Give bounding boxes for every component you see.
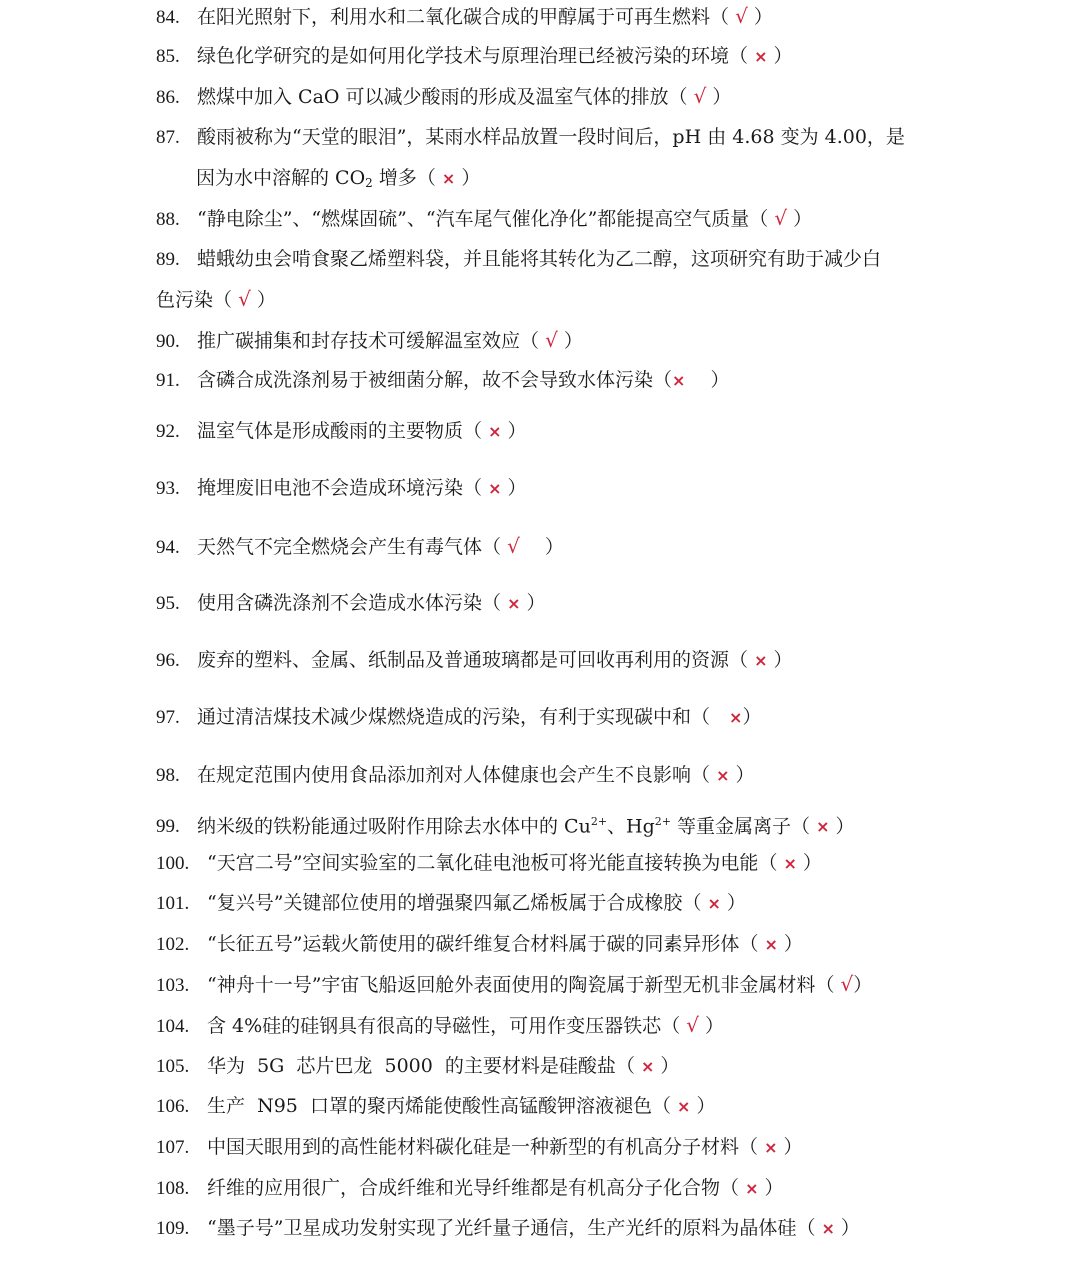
answer-mark: √: [507, 534, 520, 558]
question-text: 、Hg: [607, 815, 655, 838]
question-number: 100.: [156, 853, 190, 874]
question-105: 105. 华为 5G 芯片巴龙 5000 的主要材料是硅酸盐（ × ）: [156, 1046, 1040, 1087]
question-number: 85.: [156, 46, 180, 67]
question-text: 酸雨被称为“天堂的眼泪”，某雨水样品放置一段时间后，pH 由 4.68 变为 4.00，是: [197, 126, 905, 148]
question-text: 华为 5G 芯片巴龙 5000 的主要材料是硅酸盐: [207, 1055, 616, 1077]
question-text-cont: 因为水中溶解的 CO: [196, 167, 366, 189]
question-91: 91. 含磷合成洗涤剂易于被细菌分解，故不会导致水体污染（× ）: [156, 360, 1040, 401]
question-94: 94. 天然气不完全燃烧会产生有毒气体（ √ ）: [156, 526, 1040, 568]
question-93: 93. 掩埋废旧电池不会造成环境污染（ × ）: [156, 468, 1040, 509]
question-number: 102.: [156, 934, 190, 955]
answer-mark: √: [686, 1013, 699, 1037]
question-text: 绿色化学研究的是如何用化学技术与原理治理已经被污染的环境: [197, 45, 730, 67]
question-number: 107.: [156, 1137, 190, 1158]
question-text: 使用含磷洗涤剂不会造成水体污染: [197, 592, 483, 614]
question-text: “墨子号”卫星成功发射实现了光纤量子通信，生产光纤的原料为晶体硅: [207, 1217, 797, 1239]
question-85: 85. 绿色化学研究的是如何用化学技术与原理治理已经被污染的环境（ × ）: [156, 36, 1040, 77]
question-100: 100. “天宫二号”空间实验室的二氧化硅电池板可将光能直接转换为电能（ × ）: [156, 843, 1040, 884]
question-87: [156, 117, 1040, 158]
question-number: 87.: [156, 127, 180, 148]
question-number: 109.: [156, 1218, 190, 1239]
question-text: “神舟十一号”宇宙飞船返回舱外表面使用的陶瓷属于新型无机非金属材料: [207, 974, 816, 996]
question-number: 92.: [156, 421, 180, 442]
question-text: 纳米级的铁粉能通过吸附作用除去水体中的 Cu: [197, 815, 591, 838]
question-95: 95. 使用含磷洗涤剂不会造成水体污染（ × ）: [156, 583, 1040, 624]
question-text: “复兴号”关键部位使用的增强聚四氟乙烯板属于合成橡胶: [207, 892, 683, 914]
question-text: 通过清洁煤技术减少煤燃烧造成的污染，有利于实现碳中和: [197, 706, 692, 728]
question-number: 84.: [156, 7, 180, 28]
superscript: 2+: [654, 815, 671, 828]
question-101: 101. “复兴号”关键部位使用的增强聚四氟乙烯板属于合成橡胶（ × ）: [156, 883, 1040, 924]
answer-mark: ×: [816, 817, 830, 837]
answer-mark: ×: [507, 594, 521, 613]
answer-mark: ×: [488, 422, 502, 441]
answer-mark: ×: [672, 371, 686, 390]
question-number: 103.: [156, 975, 190, 996]
question-number: 95.: [156, 593, 180, 614]
question-89: [156, 239, 1040, 280]
answer-mark: ×: [640, 1057, 655, 1076]
question-89-continuation: 色污染（ √ ）: [156, 279, 276, 320]
question-text: 等重金属离子: [671, 815, 792, 838]
answer-mark: ×: [754, 47, 768, 66]
question-number: 98.: [156, 765, 180, 786]
answer-mark: ×: [754, 651, 768, 670]
question-text: 燃煤中加入 CaO 可以减少酸雨的形成及温室气体的排放: [197, 86, 669, 108]
subscript: 2: [365, 176, 373, 190]
answer-mark: ×: [488, 479, 502, 498]
question-text-cont: 色污染: [156, 289, 214, 311]
question-text: 掩埋废旧电池不会造成环境污染: [197, 477, 464, 499]
question-84: 84. 在阳光照射下，利用水和二氧化碳合成的甲醇属于可再生燃料（ √ ）: [156, 0, 1040, 38]
question-text: 天然气不完全燃烧会产生有毒气体: [197, 536, 483, 558]
answer-mark: ×: [745, 1179, 759, 1198]
question-text: 温室气体是形成酸雨的主要物质: [197, 420, 464, 442]
question-text: 推广碳捕集和封存技术可缓解温室效应: [197, 330, 521, 352]
question-text: “天宫二号”空间实验室的二氧化硅电池板可将光能直接转换为电能: [207, 852, 759, 874]
question-text: 生产 N95 口罩的聚丙烯能使酸性高锰酸钾溶液褪色: [207, 1095, 652, 1117]
question-text: 蜡蛾幼虫会啃食聚乙烯塑料袋，并且能将其转化为乙二醇，这项研究有助于减少白: [197, 248, 882, 270]
question-text-cont: 增多: [372, 167, 417, 189]
question-102: 102. “长征五号”运载火箭使用的碳纤维复合材料属于碳的同素异形体（ × ）: [156, 924, 1040, 965]
answer-mark: ×: [441, 169, 456, 188]
question-number: 105.: [156, 1056, 190, 1077]
question-text: “长征五号”运载火箭使用的碳纤维复合材料属于碳的同素异形体: [207, 933, 740, 955]
question-number: 104.: [156, 1016, 190, 1037]
question-number: 93.: [156, 478, 180, 499]
question-text: “静电除尘”、“燃煤固硫”、“汽车尾气催化净化”都能提高空气质量: [197, 208, 750, 230]
question-90: 90. 推广碳捕集和封存技术可缓解温室效应（ √ ）: [156, 320, 1040, 362]
answer-mark: ×: [677, 1097, 691, 1116]
answer-mark: ×: [764, 1138, 778, 1157]
answer-mark: √: [735, 4, 748, 28]
question-text: 中国天眼用到的高性能材料碳化硅是一种新型的有机高分子材料: [207, 1136, 740, 1158]
question-87-continuation: 因为水中溶解的 $CO_2$ 增多（ × ）: [196, 158, 480, 203]
question-number: 99.: [156, 816, 180, 838]
answer-mark: √: [545, 328, 558, 352]
question-98: 98. 在规定范围内使用食品添加剂对人体健康也会产生不良影响（ × ）: [156, 755, 1040, 796]
question-106: 106. 生产 N95 口罩的聚丙烯能使酸性高锰酸钾溶液褪色（ × ）: [156, 1086, 1040, 1127]
question-107: 107. 中国天眼用到的高性能材料碳化硅是一种新型的有机高分子材料（ × ）: [156, 1127, 1040, 1168]
answer-mark: ×: [783, 854, 797, 873]
question-92: 92. 温室气体是形成酸雨的主要物质（ × ）: [156, 411, 1040, 452]
question-number: 89.: [156, 249, 180, 270]
question-number: 94.: [156, 537, 180, 558]
question-number: 88.: [156, 209, 180, 230]
question-number: 90.: [156, 331, 180, 352]
question-text: 纤维的应用很广，合成纤维和光导纤维都是有机高分子化合物: [207, 1177, 721, 1199]
question-number: 97.: [156, 707, 180, 728]
answer-mark: √: [693, 84, 707, 108]
question-103: 103. “神舟十一号”宇宙飞船返回舱外表面使用的陶瓷属于新型无机非金属材料（ √）: [156, 964, 1040, 1006]
answer-mark: ×: [729, 708, 743, 727]
answer-mark: ×: [716, 766, 730, 785]
question-text: 含磷合成洗涤剂易于被细菌分解，故不会导致水体污染: [197, 369, 654, 391]
question-109: 109. “墨子号”卫星成功发射实现了光纤量子通信，生产光纤的原料为晶体硅（ × ）: [156, 1208, 1040, 1249]
question-number: 108.: [156, 1178, 190, 1199]
question-number: 106.: [156, 1096, 190, 1117]
question-99: 99. 纳米级的铁粉能通过吸附作用除去水体中的 $Cu^{2+}$、$Hg^{2+}$ 等重金属离子（ × ）: [156, 802, 1040, 847]
question-number: 91.: [156, 370, 180, 391]
answer-mark: ×: [821, 1219, 835, 1238]
question-108: 108. 纤维的应用很广，合成纤维和光导纤维都是有机高分子化合物（ × ）: [156, 1168, 1040, 1209]
answer-mark: ×: [707, 894, 721, 913]
answer-mark: √: [238, 287, 251, 311]
question-number: 96.: [156, 650, 180, 671]
question-text: 在规定范围内使用食品添加剂对人体健康也会产生不良影响: [197, 764, 692, 786]
question-97: 97. 通过清洁煤技术减少煤燃烧造成的污染，有利于实现碳中和（ ×）: [156, 697, 1040, 738]
question-text: 废弃的塑料、金属、纸制品及普通玻璃都是可回收再利用的资源: [197, 649, 730, 671]
question-86: 86. 燃煤中加入 CaO 可以减少酸雨的形成及温室气体的排放（ √ ）: [156, 76, 1040, 118]
question-96: 96. 废弃的塑料、金属、纸制品及普通玻璃都是可回收再利用的资源（ × ）: [156, 640, 1040, 681]
answer-mark: ×: [764, 935, 778, 954]
question-number: 86.: [156, 87, 180, 108]
question-text: 在阳光照射下，利用水和二氧化碳合成的甲醇属于可再生燃料: [197, 6, 711, 28]
question-104: 104. 含 4%硅的硅钢具有很高的导磁性，可用作变压器铁芯（ √ ）: [156, 1005, 1040, 1047]
question-number: 101.: [156, 893, 190, 914]
answer-mark: √: [840, 972, 854, 996]
answer-mark: √: [774, 206, 788, 230]
question-88: 88. “静电除尘”、“燃煤固硫”、“汽车尾气催化净化”都能提高空气质量（ √ ）: [156, 198, 1040, 240]
question-text: 含 4%硅的硅钢具有很高的导磁性，可用作变压器铁芯: [207, 1015, 662, 1037]
superscript: 2+: [590, 815, 608, 828]
